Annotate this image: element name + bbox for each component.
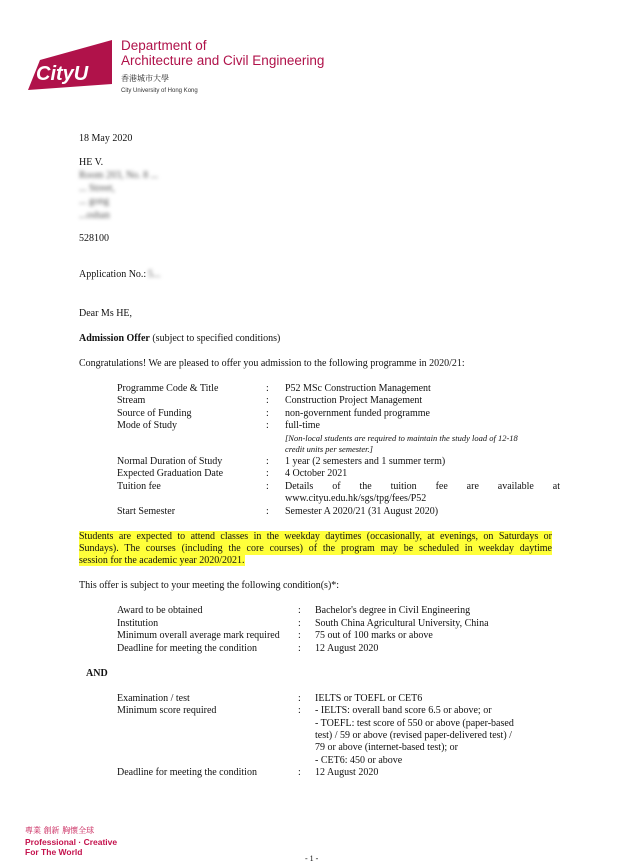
- notice-line-3: session for the academic year 2020/2021.: [79, 555, 245, 566]
- deadline-value-2: 12 August 2020: [315, 767, 379, 778]
- tuition-value-1: Details of the tuition fee are available at: [285, 481, 560, 492]
- score-toefl-2: test) / 59 or above (revised paper-delivered test) /: [315, 730, 512, 741]
- colon: :: [266, 383, 269, 394]
- address-postcode: 528100: [79, 233, 109, 244]
- programme-code-label: Programme Code & Title: [117, 383, 219, 394]
- institution-label: Institution: [117, 618, 159, 629]
- colon: :: [266, 456, 269, 467]
- address-line-1: Room 203, No. 8 ...: [79, 170, 159, 181]
- colon: :: [298, 605, 301, 616]
- footer-chinese-tagline: 專業 創新 胸懷全球: [25, 826, 95, 835]
- colon: :: [266, 420, 269, 431]
- graduation-label: Expected Graduation Date: [117, 468, 224, 479]
- deadline-value: 12 August 2020: [315, 643, 379, 654]
- congratulations-text: Congratulations! We are pleased to offer you admission to the following programme in 2020/21:: [79, 358, 465, 369]
- svg-text:CityU: CityU: [36, 63, 89, 85]
- department-line-1: Department of: [121, 38, 207, 53]
- score-ielts: - IELTS: overall band score 6.5 or above; or: [315, 705, 492, 716]
- colon: :: [266, 481, 269, 492]
- application-label: Application No.:: [79, 269, 147, 280]
- mark-value: 75 out of 100 marks or above: [315, 630, 433, 641]
- exam-label: Examination / test: [117, 693, 190, 704]
- address-line-2: ... Street,: [79, 183, 115, 194]
- university-chinese-name: 香港城市大學: [121, 74, 169, 83]
- colon: :: [266, 468, 269, 479]
- colon: :: [298, 693, 301, 704]
- tuition-link[interactable]: www.cityu.edu.hk/sgs/tpg/fees/P52: [285, 493, 427, 504]
- letter-date: 18 May 2020: [79, 133, 133, 144]
- colon: :: [298, 630, 301, 641]
- stream-label: Stream: [117, 395, 146, 406]
- funding-label: Source of Funding: [117, 408, 192, 419]
- address-line-3: ... gong: [79, 196, 109, 207]
- address-city: ...oshan: [79, 210, 110, 221]
- page-number: - 1 -: [305, 854, 319, 863]
- notice-line-1: Students are expected to attend classes in the weekday daytimes (occasionally, at evenings, on Saturdays or: [79, 531, 552, 542]
- score-toefl-3: 79 or above (internet-based test); or: [315, 742, 459, 753]
- offer-heading: [79, 333, 280, 345]
- score-toefl-1: - TOEFL: test score of 550 or above (paper-based: [315, 718, 514, 729]
- funding-value: non-government funded programme: [285, 408, 430, 419]
- and-label: AND: [86, 668, 108, 679]
- tuition-label: Tuition fee: [117, 481, 161, 492]
- conditions-intro: This offer is subject to your meeting the following condition(s)*:: [79, 580, 340, 591]
- mode-value: full-time: [285, 420, 320, 431]
- deadline-label-2: Deadline for meeting the condition: [117, 767, 257, 778]
- institution-value: South China Agricultural University, China: [315, 618, 489, 629]
- application-number: 5...: [148, 269, 161, 280]
- notice-line-2: Sundays). The courses (including the core courses) of the program may be scheduled in weekday daytime: [79, 543, 552, 554]
- mode-label: Mode of Study: [117, 420, 177, 431]
- university-english-name: City University of Hong Kong: [121, 88, 198, 94]
- offer-heading-rest: (subject to specified conditions): [149, 333, 281, 344]
- mark-label: Minimum overall average mark required: [117, 630, 280, 641]
- colon: :: [298, 767, 301, 778]
- duration-value: 1 year (2 semesters and 1 summer term): [285, 456, 446, 467]
- start-semester-value: Semester A 2020/21 (31 August 2020): [285, 506, 439, 517]
- footer-tagline-2: For The World: [25, 847, 83, 857]
- score-cet6: - CET6: 450 or above: [315, 755, 403, 766]
- department-line-2: Architecture and Civil Engineering: [121, 53, 325, 68]
- award-value: Bachelor's degree in Civil Engineering: [315, 605, 471, 616]
- cityu-logo: [28, 40, 114, 90]
- recipient-name: HE V.: [79, 157, 104, 168]
- score-label: Minimum score required: [117, 705, 217, 716]
- colon: :: [298, 705, 301, 716]
- colon: :: [266, 395, 269, 406]
- salutation: Dear Ms HE,: [79, 308, 133, 319]
- footer-tagline-1: Professional · Creative: [25, 837, 118, 847]
- colon: :: [266, 506, 269, 517]
- stream-value: Construction Project Management: [285, 395, 423, 406]
- colon: :: [298, 618, 301, 629]
- colon: :: [266, 408, 269, 419]
- exam-value: IELTS or TOEFL or CET6: [315, 693, 423, 704]
- graduation-value: 4 October 2021: [285, 468, 348, 479]
- duration-label: Normal Duration of Study: [117, 456, 223, 467]
- colon: :: [298, 643, 301, 654]
- offer-heading-bold: Admission Offer: [79, 333, 150, 344]
- deadline-label: Deadline for meeting the condition: [117, 643, 257, 654]
- start-semester-label: Start Semester: [117, 506, 176, 517]
- mode-note-2: credit units per semester.]: [285, 444, 373, 454]
- programme-code-value: P52 MSc Construction Management: [285, 383, 431, 394]
- award-label: Award to be obtained: [117, 605, 203, 616]
- mode-note-1: [Non-local students are required to maintain the study load of 12-18: [285, 433, 518, 443]
